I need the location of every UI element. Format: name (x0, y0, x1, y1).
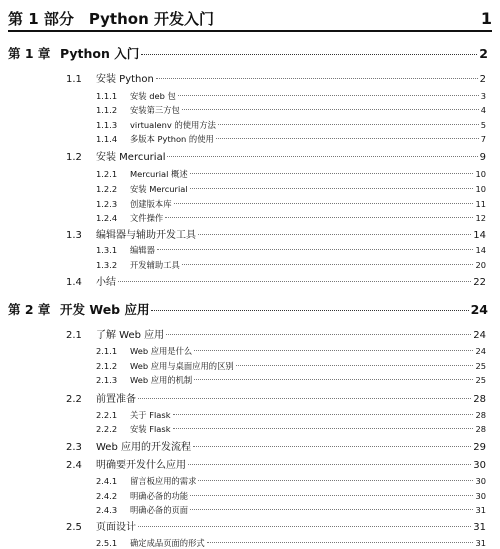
entry-title: 留言板应用的需求 (130, 476, 197, 486)
subsection-entry (96, 212, 486, 224)
leader-dots (138, 526, 471, 527)
subsection-entry (96, 409, 486, 421)
entry-title: Python 入门 (60, 46, 140, 61)
subsection-entry (96, 198, 486, 210)
entry-number: 1.2.3 (96, 199, 118, 209)
chapter-entry (8, 44, 488, 62)
entry-title: Web 应用的开发流程 (96, 442, 191, 453)
entry-number: 1.4 (66, 277, 82, 288)
entry-title: 多版本 Python 的使用 (130, 134, 214, 144)
entry-title: 创建版本库 (130, 199, 172, 209)
leader-dots (218, 124, 479, 125)
entry-title: 了解 Web 应用 (96, 330, 165, 341)
subsection-entry (96, 259, 486, 271)
entry-number: 2.5 (66, 522, 82, 533)
subsection-entry (96, 183, 486, 195)
entry-title: Web 应用与桌面应用的区别 (130, 361, 234, 371)
entry-title: 安装 Mercurial (96, 152, 166, 163)
entry-title: 确定成品页面的形式 (130, 538, 205, 548)
entry-number: 1.2 (66, 152, 82, 163)
entry-number: 1.1 (66, 74, 82, 85)
subsection-entry (96, 423, 486, 435)
subsection-entry (96, 374, 486, 386)
subsection-entry (96, 168, 486, 180)
leader-dots (190, 509, 473, 510)
entry-number: 第 2 章 (8, 302, 51, 317)
entry-title: 明确要开发什么应用 (96, 460, 186, 471)
leader-dots (194, 379, 473, 380)
entry-number: 2.3 (66, 442, 82, 453)
entry-title: 安装 deb 包 (130, 91, 176, 101)
leader-dots (174, 203, 474, 204)
entry-number: 1.1.2 (96, 105, 118, 115)
entry-number: 2.1.2 (96, 361, 118, 371)
leader-dots (141, 54, 477, 55)
entry-page: 28 (473, 394, 486, 405)
entry-page: 10 (475, 169, 486, 179)
section-entry (66, 438, 486, 453)
leader-dots (188, 464, 471, 465)
subsection-entry (96, 104, 486, 116)
leader-dots (216, 138, 479, 139)
section-entry (66, 390, 486, 405)
leader-dots (118, 281, 471, 282)
subsection-entry (96, 537, 486, 549)
section-entry (66, 456, 486, 471)
entry-page: 7 (480, 134, 486, 144)
leader-dots (166, 334, 471, 335)
subsection-entry (96, 90, 486, 102)
entry-number: 1.1.1 (96, 91, 118, 101)
leader-dots (173, 414, 474, 415)
entry-number: 2.1 (66, 330, 82, 341)
entry-page: 28 (475, 424, 486, 434)
entry-title: Mercurial 概述 (130, 169, 188, 179)
entry-title: 关于 Flask (130, 410, 171, 420)
entry-number: 1.2.2 (96, 184, 118, 194)
entry-page: 2 (479, 46, 488, 61)
section-entry (66, 518, 486, 533)
entry-title: 小结 (96, 277, 116, 288)
entry-page: 30 (475, 491, 486, 501)
entry-page: 31 (475, 505, 486, 515)
entry-title: Web 应用的机制 (130, 375, 193, 385)
leader-dots (193, 446, 471, 447)
part-heading (8, 6, 492, 32)
entry-page: 20 (475, 260, 486, 270)
part-title: 第 1 部分 Python 开发入门 (8, 9, 214, 28)
entry-page: 14 (475, 245, 486, 255)
subsection-entry (96, 345, 486, 357)
subsection-entry (96, 244, 486, 256)
entry-page: 10 (475, 184, 486, 194)
entry-page: 25 (475, 375, 486, 385)
leader-dots (198, 234, 471, 235)
entry-page: 14 (473, 230, 486, 241)
entry-number: 第 1 章 (8, 46, 51, 61)
entry-page: 24 (475, 346, 486, 356)
entry-page: 11 (475, 199, 486, 209)
entry-page: 2 (479, 74, 486, 85)
entry-title: 明确必备的页面 (130, 505, 189, 515)
entry-number: 1.3.1 (96, 245, 118, 255)
entry-title: 前置准备 (96, 394, 136, 405)
entry-title: virtualenv 的使用方法 (130, 120, 216, 130)
entry-page: 25 (475, 361, 486, 371)
entry-title: 开发 Web 应用 (60, 302, 150, 317)
leader-dots (236, 365, 474, 366)
leader-dots (198, 480, 473, 481)
entry-number: 1.2.1 (96, 169, 118, 179)
part-page: 1 (480, 8, 492, 28)
entry-number: 2.2.2 (96, 424, 118, 434)
entry-title: 明确必备的功能 (130, 491, 189, 501)
chapter-entry (8, 300, 488, 318)
section-entry (66, 148, 486, 163)
leader-dots (156, 78, 478, 79)
entry-page: 31 (475, 538, 486, 548)
section-entry (66, 226, 486, 241)
leader-dots (157, 249, 474, 250)
section-entry (66, 70, 486, 85)
leader-dots (190, 495, 473, 496)
entry-page: 12 (475, 213, 486, 223)
leader-dots (190, 188, 474, 189)
entry-number: 2.1.3 (96, 375, 118, 385)
entry-number: 2.2 (66, 394, 82, 405)
leader-dots (178, 95, 479, 96)
entry-number: 1.3.2 (96, 260, 118, 270)
subsection-entry (96, 475, 486, 487)
entry-title: 开发辅助工具 (130, 260, 180, 270)
leader-dots (194, 350, 473, 351)
entry-title: 编辑器 (130, 245, 155, 255)
entry-title: 安装 Python (96, 74, 154, 85)
entry-page: 30 (473, 460, 486, 471)
leader-dots (207, 542, 474, 543)
leader-dots (182, 109, 479, 110)
entry-page: 5 (480, 120, 486, 130)
entry-number: 1.1.4 (96, 134, 118, 144)
entry-number: 1.3 (66, 230, 82, 241)
leader-dots (151, 310, 468, 311)
entry-title: 页面设计 (96, 522, 136, 533)
entry-title: Web 应用是什么 (130, 346, 193, 356)
leader-dots (167, 156, 477, 157)
entry-title: 安装 Flask (130, 424, 171, 434)
entry-page: 9 (479, 152, 486, 163)
entry-page: 28 (475, 410, 486, 420)
entry-page: 22 (473, 277, 486, 288)
subsection-entry (96, 490, 486, 502)
entry-number: 2.5.1 (96, 538, 118, 548)
entry-number: 1.2.4 (96, 213, 118, 223)
entry-number: 2.2.1 (96, 410, 118, 420)
entry-title: 文件操作 (130, 213, 164, 223)
entry-page: 29 (473, 442, 486, 453)
entry-number: 2.4.1 (96, 476, 118, 486)
entry-page: 24 (470, 302, 488, 317)
entry-number: 1.1.3 (96, 120, 118, 130)
subsection-entry (96, 360, 486, 372)
entry-number: 2.4.3 (96, 505, 118, 515)
entry-number: 2.4 (66, 460, 82, 471)
leader-dots (138, 398, 471, 399)
entry-title: 编辑器与辅助开发工具 (96, 230, 196, 241)
entry-page: 4 (480, 105, 486, 115)
entry-title: 安装 Mercurial (130, 184, 188, 194)
subsection-entry (96, 504, 486, 516)
section-entry (66, 273, 486, 288)
entry-page: 24 (473, 330, 486, 341)
entry-page: 3 (480, 91, 486, 101)
entry-title: 安装第三方包 (130, 105, 180, 115)
subsection-entry (96, 119, 486, 131)
entry-page: 31 (473, 522, 486, 533)
entry-number: 2.4.2 (96, 491, 118, 501)
subsection-entry (96, 133, 486, 145)
section-entry (66, 326, 486, 341)
leader-dots (165, 217, 473, 218)
leader-dots (182, 264, 474, 265)
entry-number: 2.1.1 (96, 346, 118, 356)
leader-dots (173, 428, 474, 429)
entry-page: 30 (475, 476, 486, 486)
leader-dots (190, 173, 474, 174)
